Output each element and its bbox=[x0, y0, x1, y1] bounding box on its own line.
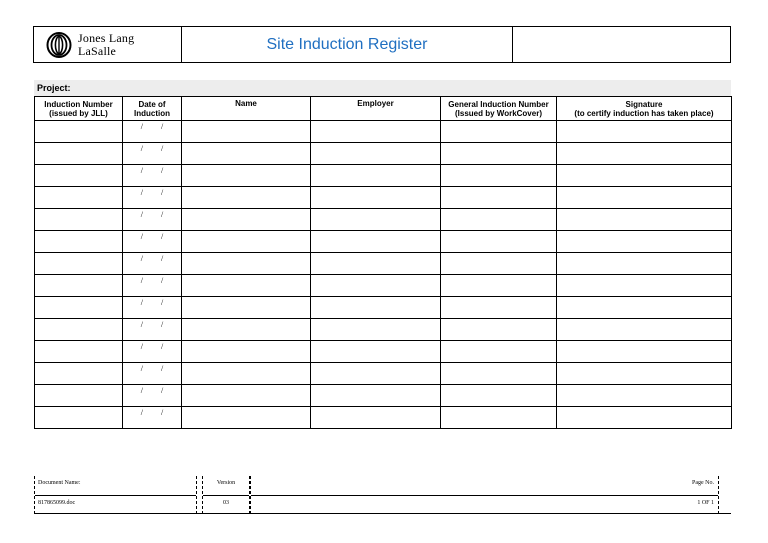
name-cell[interactable] bbox=[182, 143, 311, 165]
table-row bbox=[35, 341, 732, 363]
employer-cell[interactable] bbox=[311, 209, 441, 231]
date-placeholder: / / bbox=[140, 122, 172, 131]
employer-cell[interactable] bbox=[311, 407, 441, 429]
induction-number-cell[interactable] bbox=[35, 121, 123, 143]
induction-number-cell[interactable] bbox=[35, 319, 123, 341]
document-name-value: 817865099.doc bbox=[38, 500, 76, 506]
employer-cell[interactable] bbox=[311, 253, 441, 275]
date-cell[interactable] bbox=[123, 187, 182, 209]
induction-number-cell[interactable] bbox=[35, 385, 123, 407]
employer-cell[interactable] bbox=[311, 319, 441, 341]
table-row bbox=[35, 363, 732, 385]
date-cell[interactable] bbox=[123, 165, 182, 187]
column-header-signature: Signature (to certify induction has taken place) bbox=[557, 97, 732, 121]
general-induction-number-cell[interactable] bbox=[441, 385, 557, 407]
date-placeholder: / / bbox=[140, 276, 172, 285]
induction-number-cell[interactable] bbox=[35, 363, 123, 385]
general-induction-number-cell[interactable] bbox=[441, 187, 557, 209]
employer-cell[interactable] bbox=[311, 275, 441, 297]
signature-cell[interactable] bbox=[557, 385, 732, 407]
date-placeholder: / / bbox=[140, 210, 172, 219]
date-cell[interactable] bbox=[123, 341, 182, 363]
footer-page-number bbox=[250, 476, 719, 514]
title-cell bbox=[182, 27, 513, 62]
table-row bbox=[35, 319, 732, 341]
column-header-induction-number: Induction Number (issued by JLL) bbox=[35, 97, 123, 121]
logo-text bbox=[78, 32, 134, 57]
induction-number-cell[interactable] bbox=[35, 297, 123, 319]
date-cell[interactable] bbox=[123, 253, 182, 275]
employer-cell[interactable] bbox=[311, 143, 441, 165]
column-header-employer: Employer bbox=[311, 97, 441, 121]
signature-cell[interactable] bbox=[557, 319, 732, 341]
column-header-date: Date of Induction bbox=[123, 97, 182, 121]
column-header-general-induction-number: General Induction Number (Issued by WorkCover) bbox=[441, 97, 557, 121]
date-cell[interactable] bbox=[123, 385, 182, 407]
footer-document-name bbox=[34, 476, 197, 514]
date-cell[interactable] bbox=[123, 209, 182, 231]
name-cell[interactable] bbox=[182, 363, 311, 385]
date-placeholder: / / bbox=[140, 166, 172, 175]
table-header-row bbox=[35, 97, 732, 121]
induction-number-cell[interactable] bbox=[35, 275, 123, 297]
general-induction-number-cell[interactable] bbox=[441, 209, 557, 231]
date-placeholder: / / bbox=[140, 320, 172, 329]
table-row bbox=[35, 385, 732, 407]
footer-divider bbox=[251, 495, 718, 496]
table-row bbox=[35, 231, 732, 253]
table-row bbox=[35, 407, 732, 429]
date-placeholder: / / bbox=[140, 364, 172, 373]
table-row bbox=[35, 275, 732, 297]
name-cell[interactable] bbox=[182, 275, 311, 297]
general-induction-number-cell[interactable] bbox=[441, 275, 557, 297]
date-cell[interactable] bbox=[123, 363, 182, 385]
table-row bbox=[35, 253, 732, 275]
project-label: Project: bbox=[34, 80, 731, 96]
page-title: Site Induction Register bbox=[266, 35, 428, 53]
header-blank-cell bbox=[513, 27, 730, 62]
date-placeholder: / / bbox=[140, 386, 172, 395]
date-cell[interactable] bbox=[123, 297, 182, 319]
date-placeholder: / / bbox=[140, 254, 172, 263]
induction-number-cell[interactable] bbox=[35, 407, 123, 429]
date-placeholder: / / bbox=[140, 188, 172, 197]
register-table bbox=[34, 96, 732, 429]
date-cell[interactable] bbox=[123, 143, 182, 165]
employer-cell[interactable] bbox=[311, 297, 441, 319]
employer-cell[interactable] bbox=[311, 165, 441, 187]
signature-cell[interactable] bbox=[557, 165, 732, 187]
date-placeholder: / / bbox=[140, 408, 172, 417]
date-cell[interactable] bbox=[123, 231, 182, 253]
logo-line1: Jones Lang bbox=[78, 30, 135, 45]
name-cell[interactable] bbox=[182, 341, 311, 363]
footer-version bbox=[202, 476, 250, 514]
footer-divider bbox=[35, 495, 196, 496]
signature-cell[interactable] bbox=[557, 407, 732, 429]
signature-cell[interactable] bbox=[557, 143, 732, 165]
logo bbox=[34, 27, 182, 62]
signature-cell[interactable] bbox=[557, 275, 732, 297]
name-cell[interactable] bbox=[182, 297, 311, 319]
signature-cell[interactable] bbox=[557, 297, 732, 319]
general-induction-number-cell[interactable] bbox=[441, 143, 557, 165]
version-value: 03 bbox=[223, 500, 229, 506]
page-number-label: Page No. bbox=[692, 480, 714, 486]
general-induction-number-cell[interactable] bbox=[441, 341, 557, 363]
register-body bbox=[35, 121, 732, 429]
name-cell[interactable] bbox=[182, 407, 311, 429]
document-footer bbox=[34, 476, 731, 514]
name-cell[interactable] bbox=[182, 319, 311, 341]
general-induction-number-cell[interactable] bbox=[441, 407, 557, 429]
table-row bbox=[35, 121, 732, 143]
general-induction-number-cell[interactable] bbox=[441, 231, 557, 253]
signature-cell[interactable] bbox=[557, 187, 732, 209]
date-cell[interactable] bbox=[123, 121, 182, 143]
name-cell[interactable] bbox=[182, 385, 311, 407]
footer-divider bbox=[203, 495, 249, 496]
logo-line2: LaSalle bbox=[78, 43, 117, 58]
induction-number-cell[interactable] bbox=[35, 209, 123, 231]
employer-cell[interactable] bbox=[311, 187, 441, 209]
general-induction-number-cell[interactable] bbox=[441, 165, 557, 187]
table-row bbox=[35, 209, 732, 231]
name-cell[interactable] bbox=[182, 121, 311, 143]
induction-number-cell[interactable] bbox=[35, 143, 123, 165]
version-label: Version bbox=[216, 480, 236, 486]
employer-cell[interactable] bbox=[311, 231, 441, 253]
signature-cell[interactable] bbox=[557, 121, 732, 143]
document-name-label: Document Name: bbox=[38, 480, 81, 486]
general-induction-number-cell[interactable] bbox=[441, 297, 557, 319]
induction-number-cell[interactable] bbox=[35, 341, 123, 363]
induction-number-cell[interactable] bbox=[35, 231, 123, 253]
general-induction-number-cell[interactable] bbox=[441, 253, 557, 275]
table-row bbox=[35, 297, 732, 319]
signature-cell[interactable] bbox=[557, 231, 732, 253]
signature-cell[interactable] bbox=[557, 253, 732, 275]
date-cell[interactable] bbox=[123, 275, 182, 297]
employer-cell[interactable] bbox=[311, 121, 441, 143]
date-cell[interactable] bbox=[123, 319, 182, 341]
table-row bbox=[35, 187, 732, 209]
name-cell[interactable] bbox=[182, 253, 311, 275]
employer-cell[interactable] bbox=[311, 341, 441, 363]
induction-number-cell[interactable] bbox=[35, 253, 123, 275]
header-box bbox=[33, 26, 731, 63]
page-number-value: 1 OF 1 bbox=[697, 500, 714, 506]
date-cell[interactable] bbox=[123, 407, 182, 429]
general-induction-number-cell[interactable] bbox=[441, 363, 557, 385]
date-placeholder: / / bbox=[140, 232, 172, 241]
induction-number-cell[interactable] bbox=[35, 187, 123, 209]
jll-logo-icon bbox=[46, 32, 72, 58]
footer-baseline bbox=[34, 513, 731, 514]
employer-cell[interactable] bbox=[311, 385, 441, 407]
signature-cell[interactable] bbox=[557, 363, 732, 385]
general-induction-number-cell[interactable] bbox=[441, 319, 557, 341]
induction-number-cell[interactable] bbox=[35, 165, 123, 187]
signature-cell[interactable] bbox=[557, 209, 732, 231]
name-cell[interactable] bbox=[182, 209, 311, 231]
general-induction-number-cell[interactable] bbox=[441, 121, 557, 143]
column-header-name: Name bbox=[182, 97, 311, 121]
name-cell[interactable] bbox=[182, 165, 311, 187]
name-cell[interactable] bbox=[182, 231, 311, 253]
signature-cell[interactable] bbox=[557, 341, 732, 363]
table-row bbox=[35, 165, 732, 187]
date-placeholder: / / bbox=[140, 342, 172, 351]
date-placeholder: / / bbox=[140, 144, 172, 153]
date-placeholder: / / bbox=[140, 298, 172, 307]
table-row bbox=[35, 143, 732, 165]
name-cell[interactable] bbox=[182, 187, 311, 209]
employer-cell[interactable] bbox=[311, 363, 441, 385]
